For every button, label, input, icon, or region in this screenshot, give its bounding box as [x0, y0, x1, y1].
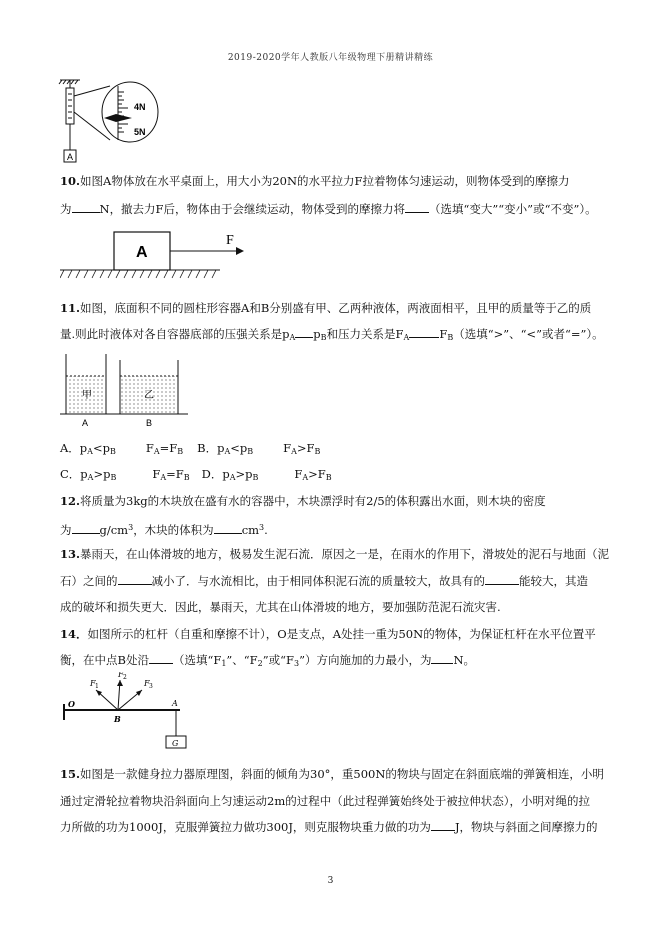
q14-label-f2: F: [118, 672, 124, 679]
q14-label-f2-sub: 2: [123, 674, 127, 681]
q15-line2: 通过定滑轮拉着物块沿斜面向上匀速运动2m的过程中（此过程弹簧始终处于被拉伸状态），小明对绳的拉: [60, 794, 590, 808]
q12-line2: 为 $g/cm^3$，木块的体积为 $cm^3$.: [60, 523, 268, 537]
q14-label-f1: F: [90, 679, 96, 688]
q10-force-label: F: [226, 233, 234, 248]
q14-line1: 14．如图所示的杠杆（自重和摩擦不计），O是支点，A处挂一重为50N的物体，为保证杠杆在水平位置平: [60, 627, 596, 641]
q10-line1: 10.如图A物体放在水平桌面上，用大小为20N的水平拉力F拉着物体匀速运动，则物体受到的摩擦力: [60, 174, 570, 188]
q11-line2: 量.则此时液体对各自容器底部的压强关系是$p_A$ $p_B$和压力关系是$F_A$ $F_B$（选填“>”、“<”或者“=”）。: [60, 327, 604, 342]
scale-label-4n: 4N: [134, 102, 146, 112]
scale-label-5n: 5N: [134, 127, 146, 137]
q14-label-f3-sub: 3: [149, 683, 153, 690]
q11-line1: 11.如图，底面积不同的圆柱形容器A和B分别盛有甲、乙两种液体，两液面相平，且甲的质量等于乙的质: [60, 301, 592, 315]
q14-label-f3: F: [144, 679, 150, 688]
q13-line1: 13.暴雨天，在山体滑坡的地方，极易发生泥石流．原因之一是，在雨水的作用下，滑坡处的泥石与地面（泥: [60, 547, 610, 561]
q10-block-label: A: [136, 244, 148, 261]
q11-liquid-yi: 乙: [144, 390, 154, 401]
q14-label-g: G: [172, 739, 179, 748]
q14-line2: 衡，在中点B处沿 （选填“$F_1$”、“$F_2$”或“$F_3$”）方向施加的力最小，为 N。: [60, 653, 476, 668]
page-number: 3: [327, 876, 334, 886]
q14-label-a: A: [172, 699, 178, 708]
q12-line1: 12.将质量为3kg的木块放在盛有水的容器中，木块漂浮时有2/5的体积露出水面，则木块的密度: [60, 494, 546, 508]
q10-line2: 为 N，撤去力F后，物体由于会继续运动，物体受到的摩擦力将 （选填“变大”“变小”或“不变”）。: [60, 202, 597, 216]
page-header: 2019-2020学年人教版八年级物理下册精讲精练: [227, 53, 434, 63]
q10-block-figure: [60, 228, 250, 288]
q13-line3: 成的破坏和损失更大．因此，暴雨天，尤其在山体滑坡的地方，要加强防范泥石流灾害.: [60, 600, 501, 614]
q14-lever-figure: [62, 672, 192, 752]
q11-containers-figure: [60, 350, 190, 430]
scale-block-label: A: [67, 152, 74, 162]
q11-liquid-jia: 甲: [82, 390, 92, 401]
q15-line3: 力所做的功为1000J，克服弹簧拉力做功300J，则克服物块重力做的功为 J，物块与斜面之间摩擦力的: [60, 820, 598, 834]
spring-scale-figure: [58, 78, 168, 166]
q11-option-ab: A．$p_A<p_B$ $F_A=F_B$ B．$p_A<p_B$ $F_A>F_B$: [60, 441, 321, 456]
q11-option-cd: C．$p_A>p_B$ $F_A=F_B$ D．$p_A>p_B$ $F_A>F_B$: [60, 467, 332, 482]
q15-line1: 15.如图是一款健身拉力器原理图，斜面的倾角为30°，重500N的物块与固定在斜面底端的弹簧相连，小明: [60, 767, 604, 781]
q13-line2: 石）之间的 减小了．与水流相比，由于相同体积泥石流的质量较大，故具有的 能较大，其造: [60, 574, 588, 588]
q11-container-a: A: [82, 418, 89, 428]
q14-label-b: B: [114, 714, 121, 724]
q14-label-f1-sub: 1: [95, 683, 99, 690]
q14-label-o: O: [68, 699, 75, 709]
q11-container-b: B: [146, 418, 153, 428]
